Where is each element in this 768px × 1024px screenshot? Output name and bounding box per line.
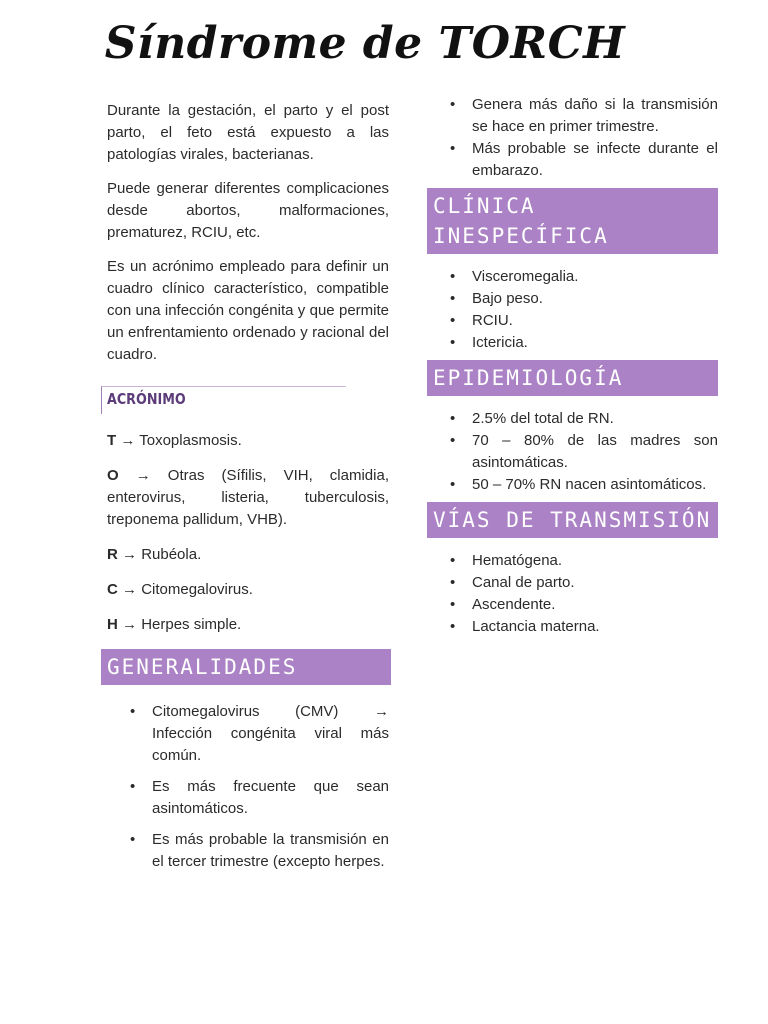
list-item: • 2.5% del total de RN. xyxy=(472,408,718,430)
acronym-definition-paragraph: Es un acrónimo empleado para definir un cuadro clínico característico, compatible con una infección congénita y que permite un enfrentamiento ordenado y racional del cuadro. xyxy=(107,258,389,363)
acronym-text: Rubéola. xyxy=(141,546,202,563)
transmission-notes-list xyxy=(427,94,718,182)
list-item: • 70 – 80% de las madres son asintomáticas. xyxy=(472,430,718,474)
vias-transmision-banner: VÍAS DE TRANSMISIÓN xyxy=(427,502,718,538)
arrow-icon: → xyxy=(120,432,136,449)
acronym-letter: H xyxy=(107,616,118,633)
acronym-item-h xyxy=(107,614,389,636)
acronym-item-o xyxy=(107,465,389,531)
list-item: • Más probable se infecte durante el embarazo. xyxy=(472,138,718,182)
generalidades-list xyxy=(107,701,389,873)
arrow-icon: → xyxy=(122,581,138,598)
clinica-list xyxy=(427,266,718,354)
list-item: • 50 – 70% RN nacen asintomáticos. xyxy=(472,474,718,496)
acronym-letter: T xyxy=(107,432,117,449)
acronym-heading: ACRÓNIMO xyxy=(101,386,346,414)
arrow-icon: → xyxy=(122,616,138,633)
acronym-text: Otras (Sífilis, VIH, clamidia, enterovirus, listeria, tuberculosis, treponema pallidum, VHB). xyxy=(107,467,389,528)
acronym-letter: C xyxy=(107,581,118,598)
acronym-item-r xyxy=(107,544,389,566)
list-item: • Citomegalovirus (CMV) → Infección congénita viral más común. xyxy=(152,701,389,767)
complications-paragraph: Puede generar diferentes complicaciones desde abortos, malformaciones, prematurez, RCIU, etc. xyxy=(107,180,389,241)
list-item: • Es más probable la transmisión en el tercer trimestre (excepto herpes. xyxy=(152,829,389,873)
acronym-text: Toxoplasmosis. xyxy=(139,432,242,449)
list-item: • Hematógena. xyxy=(472,550,718,572)
list-item: • Bajo peso. xyxy=(472,288,718,310)
clinica-banner: CLÍNICA INESPECÍFICA xyxy=(427,188,718,254)
left-column xyxy=(107,100,389,882)
acronym-text: Herpes simple. xyxy=(141,616,242,633)
epidemiologia-banner: EPIDEMIOLOGÍA xyxy=(427,360,718,396)
intro-paragraph: Durante la gestación, el parto y el post parto, el feto está expuesto a las patologías virales, bacterianas. xyxy=(107,102,389,163)
acronym-text: Citomegalovirus. xyxy=(141,581,253,598)
page-title: Síndrome de TORCH xyxy=(104,18,626,69)
list-item: • Visceromegalia. xyxy=(472,266,718,288)
acronym-letter: O xyxy=(107,467,119,484)
list-item: • Canal de parto. xyxy=(472,572,718,594)
acronym-letter: R xyxy=(107,546,118,563)
list-item: • RCIU. xyxy=(472,310,718,332)
list-item: • Genera más daño si la transmisión se hace en primer trimestre. xyxy=(472,94,718,138)
generalidades-banner: GENERALIDADES xyxy=(101,649,391,685)
right-column xyxy=(427,94,718,638)
list-item: • Ictericia. xyxy=(472,332,718,354)
acronym-item-t xyxy=(107,430,389,452)
list-item: • Es más frecuente que sean asintomáticos. xyxy=(152,776,389,820)
arrow-icon: → xyxy=(135,467,151,484)
vias-transmision-list xyxy=(427,550,718,638)
epidemiologia-list xyxy=(427,408,718,496)
list-item: • Lactancia materna. xyxy=(472,616,718,638)
list-item: • Ascendente. xyxy=(472,594,718,616)
arrow-icon: → xyxy=(122,546,138,563)
acronym-item-c xyxy=(107,579,389,601)
